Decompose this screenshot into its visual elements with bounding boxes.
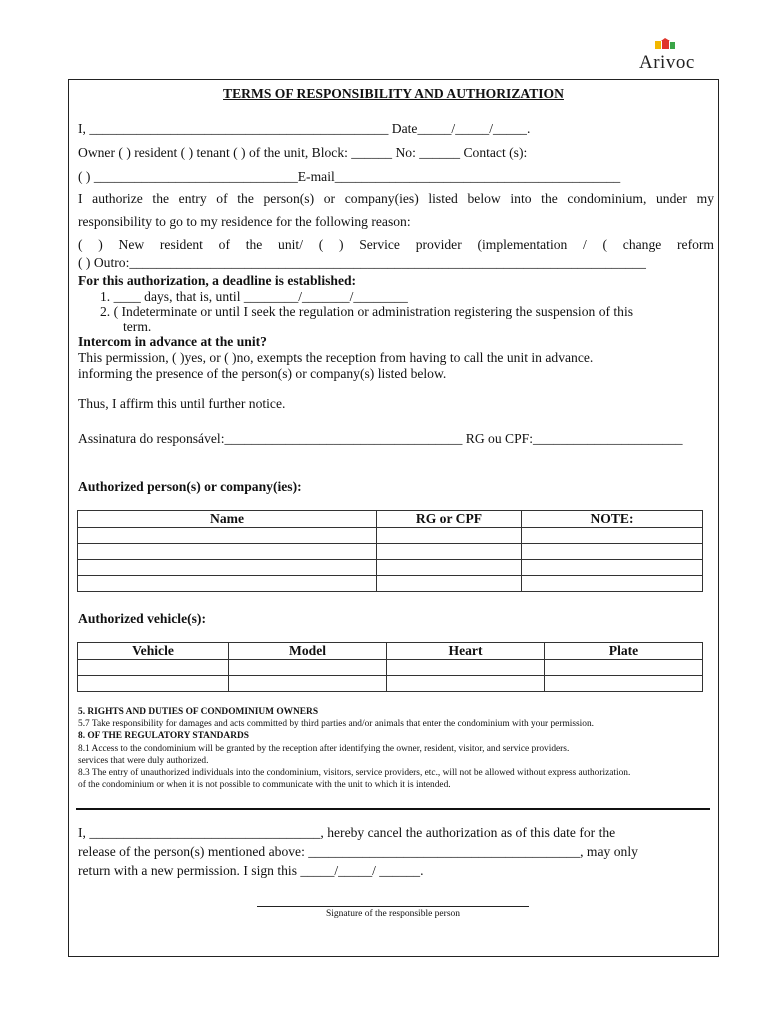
- table-cell: [78, 576, 377, 592]
- intercom-heading: Intercom in advance at the unit?: [78, 334, 267, 349]
- table-row: [78, 676, 703, 692]
- header-rg-cpf: RG or CPF: [377, 511, 522, 528]
- table-cell: [78, 528, 377, 544]
- signature-line: [257, 906, 529, 907]
- deadline-option-1: 1. ____ days, that is, until ________/_______/________: [100, 289, 408, 304]
- rule-8-1: 8.1 Access to the condominium will be granted by the reception after identifying the owner, resident, visitor, and service providers.: [78, 744, 570, 754]
- table-cell: [229, 676, 387, 692]
- table-cell: [522, 560, 703, 576]
- table-cell: [377, 560, 522, 576]
- rules-heading-8: 8. OF THE REGULATORY STANDARDS: [78, 731, 249, 741]
- authorize-paragraph-1: I authorize the entry of the person(s) or company(ies) listed below into the condominium, under my: [78, 191, 714, 206]
- table-row: [78, 660, 703, 676]
- header-note: NOTE:: [522, 511, 703, 528]
- section-divider: [76, 808, 710, 810]
- table-cell: [377, 576, 522, 592]
- authorize-paragraph-2: responsibility to go to my residence for the following reason:: [78, 214, 411, 229]
- header-name: Name: [78, 511, 377, 528]
- logo-house-icon: [654, 38, 676, 50]
- table-cell: [377, 528, 522, 544]
- email-line: ( ) ______________________________E-mail__________________________________________: [78, 169, 621, 184]
- vehicles-heading: Authorized vehicle(s):: [78, 611, 206, 626]
- header-heart: Heart: [387, 643, 545, 660]
- cancel-line-3: return with a new permission. I sign this _____/_____/ ______.: [78, 863, 424, 878]
- table-cell: [377, 544, 522, 560]
- rule-8-1-cont: services that were duly authorized.: [78, 756, 209, 766]
- persons-heading: Authorized person(s) or company(ies):: [78, 479, 302, 494]
- table-cell: [387, 660, 545, 676]
- intercom-text-1: This permission, ( )yes, or ( )no, exempts the reception from having to call the unit in advance.: [78, 350, 594, 365]
- cancel-line-1: I, __________________________________, hereby cancel the authorization as of this date for the: [78, 825, 616, 840]
- persons-table: [77, 510, 703, 592]
- logo-text: Arivoc: [639, 52, 695, 73]
- rule-8-3-cont: of the condominium or when it is not possible to communicate with the unit to which it is intended.: [78, 780, 451, 790]
- header-plate: Plate: [545, 643, 703, 660]
- deadline-option-2-cont: term.: [123, 319, 152, 334]
- table-cell: [522, 544, 703, 560]
- table-cell: [229, 660, 387, 676]
- deadline-heading: For this authorization, a deadline is established:: [78, 273, 357, 288]
- declarant-line: I, ____________________________________________ Date_____/_____/_____.: [78, 121, 531, 136]
- deadline-option-2: 2. ( Indeterminate or until I seek the regulation or administration registering the suspension of this: [100, 304, 634, 319]
- table-cell: [78, 544, 377, 560]
- signature-rg-line: Assinatura do responsável:___________________________________ RG ou CPF:______________________: [78, 431, 683, 446]
- document-title: TERMS OF RESPONSIBILITY AND AUTHORIZATION: [223, 86, 564, 101]
- table-row: [78, 528, 703, 544]
- table-row: [78, 560, 703, 576]
- intercom-text-2: informing the presence of the person(s) or company(s) listed below.: [78, 366, 447, 381]
- table-cell: [545, 660, 703, 676]
- owner-line: Owner ( ) resident ( ) tenant ( ) of the unit, Block: ______ No: ______ Contact (s):: [78, 145, 528, 160]
- header-model: Model: [229, 643, 387, 660]
- rule-5-7: 5.7 Take responsibility for damages and acts committed by third parties and/or animals that enter the condominium with your permission.: [78, 719, 594, 729]
- table-cell: [78, 660, 229, 676]
- table-cell: [522, 576, 703, 592]
- table-cell: [545, 676, 703, 692]
- header-vehicle: Vehicle: [78, 643, 229, 660]
- affirm-text: Thus, I affirm this until further notice.: [78, 396, 286, 411]
- table-row: [78, 576, 703, 592]
- table-cell: [387, 676, 545, 692]
- other-reason-line: ( ) Outro:____________________________________________________________________________: [78, 255, 646, 270]
- vehicles-table: [77, 642, 703, 692]
- rule-8-3: 8.3 The entry of unauthorized individuals into the condominium, visitors, service providers, etc., will not be allowed without express authorization.: [78, 768, 631, 778]
- table-row: [78, 544, 703, 560]
- signature-caption: Signature of the responsible person: [325, 909, 461, 919]
- table-header-row: [78, 511, 703, 528]
- cancel-line-2: release of the person(s) mentioned above: ________________________________________, may only: [78, 844, 638, 859]
- company-logo: [636, 36, 696, 76]
- table-cell: [78, 560, 377, 576]
- reasons-line: ( ) New resident of the unit/ ( ) Service provider (implementation / ( change reform: [78, 237, 714, 252]
- table-header-row: [78, 643, 703, 660]
- table-cell: [78, 676, 229, 692]
- table-cell: [522, 528, 703, 544]
- rules-heading-5: 5. RIGHTS AND DUTIES OF CONDOMINIUM OWNERS: [78, 707, 319, 717]
